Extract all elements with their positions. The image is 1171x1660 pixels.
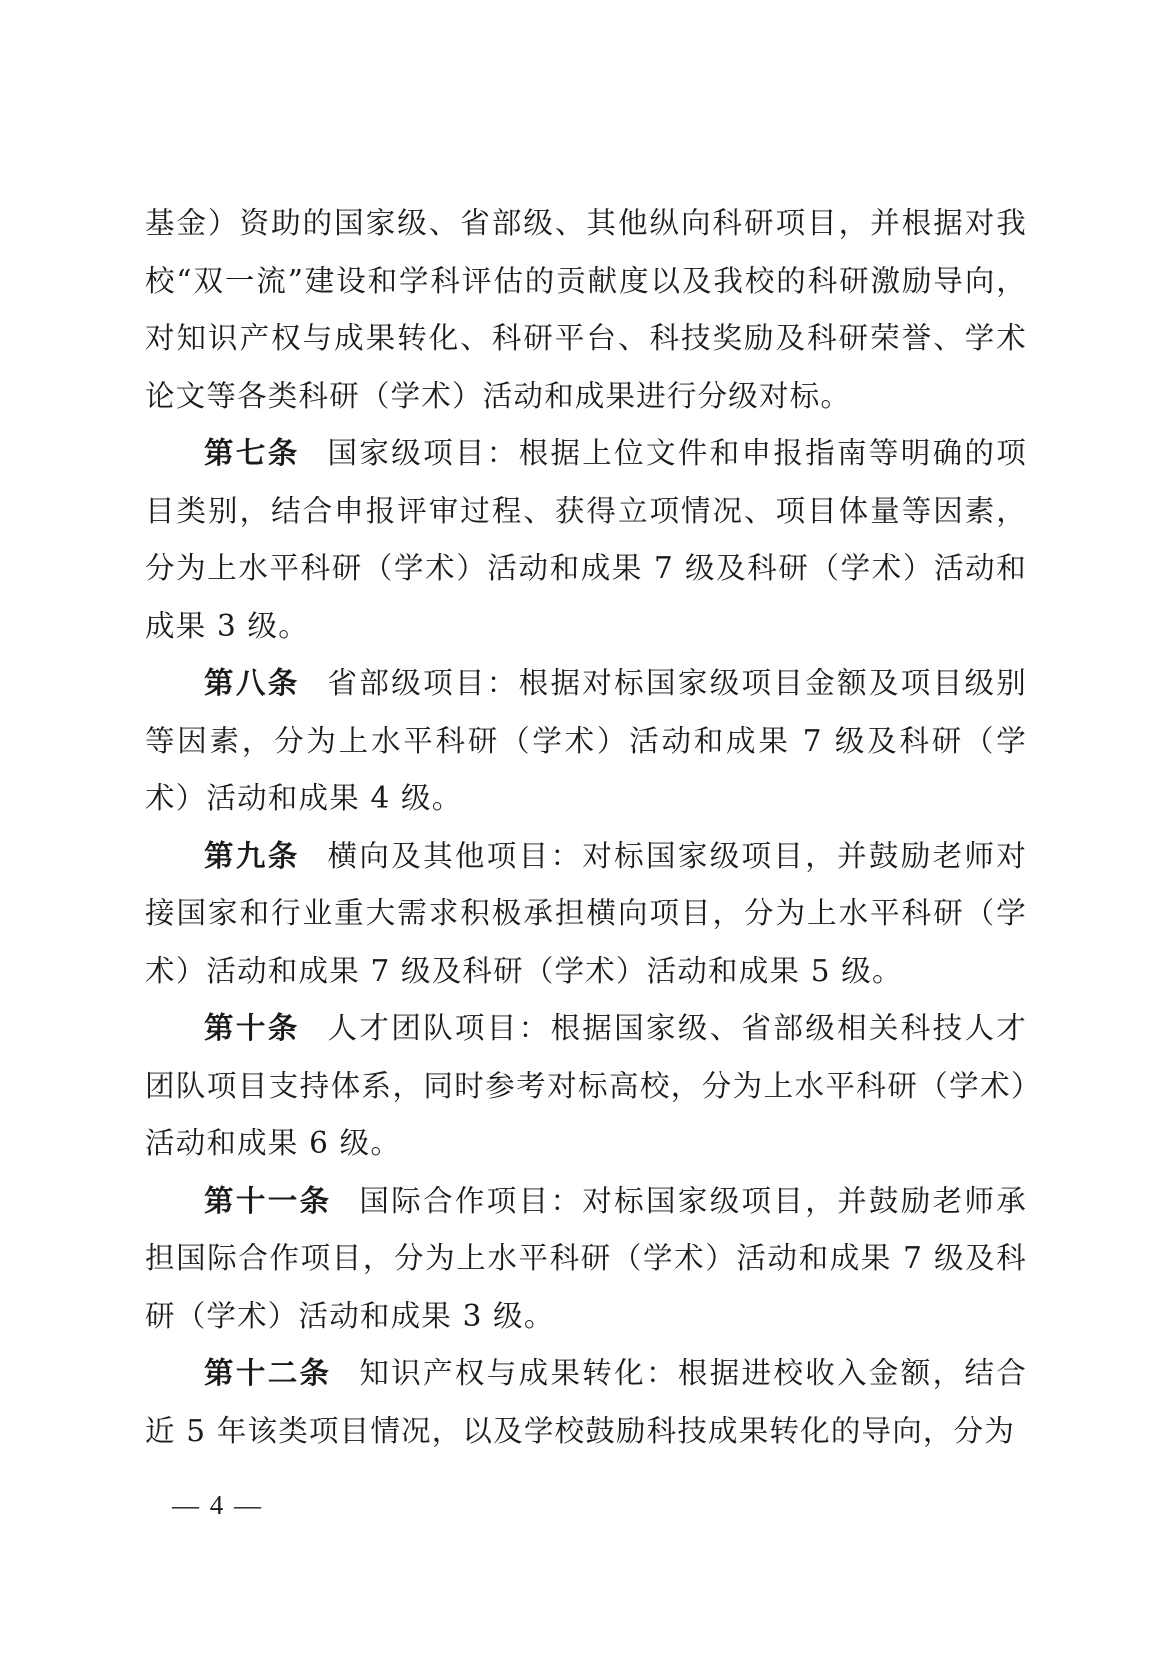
paragraph-text: 横向及其他项目：对标国家级项目，并鼓励老师对接国家和行业重大需求积极承担横向项目，分为上水平科研（学术）活动和成果 7 级及科研（学术）活动和成果 5 级。 — [145, 838, 1027, 988]
article-8 — [145, 655, 1027, 828]
article-heading: 第十一条 — [204, 1183, 332, 1218]
article-heading: 第八条 — [204, 666, 300, 700]
article-heading: 第十条 — [204, 1011, 300, 1045]
paragraph-text: 知识产权与成果转化：根据进校收入金额，结合近 5 年该类项目情况，以及学校鼓励科技成果转化的导向，分为 — [145, 1356, 1027, 1448]
article-9 — [145, 828, 1027, 1001]
document-body — [145, 195, 1027, 1460]
article-11 — [145, 1173, 1027, 1346]
paragraph-text: 省部级项目：根据对标国家级项目金额及项目级别等因素，分为上水平科研（学术）活动和成果 7 级及科研（学术）活动和成果 4 级。 — [145, 666, 1027, 815]
article-10 — [145, 1000, 1027, 1173]
article-12 — [145, 1345, 1027, 1460]
page-number: — 4 — — [172, 1490, 263, 1520]
paragraph-text: 国家级项目：根据上位文件和申报指南等明确的项目类别，结合申报评审过程、获得立项情况、项目体量等因素，分为上水平科研（学术）活动和成果 7 级及科研（学术）活动和成果 3 级。 — [145, 436, 1027, 643]
paragraph-text: 国际合作项目：对标国家级项目，并鼓励老师承担国际合作项目，分为上水平科研（学术）活动和成果 7 级及科研（学术）活动和成果 3 级。 — [145, 1183, 1027, 1333]
paragraph-text: 人才团队项目：根据国家级、省部级相关科技人才团队项目支持体系，同时参考对标高校，分为上水平科研（学术）活动和成果 6 级。 — [145, 1011, 1027, 1160]
article-heading: 第十二条 — [204, 1356, 332, 1390]
paragraph-continuation — [145, 195, 1027, 425]
paragraph-text: 基金）资助的国家级、省部级、其他纵向科研项目，并根据对我校“双一流”建设和学科评估的贡献度以及我校的科研激励导向，对知识产权与成果转化、科研平台、科技奖励及科研荣誉、学术论文等各类科研（学术）活动和成果进行分级对标。 — [145, 206, 1027, 413]
article-heading: 第九条 — [204, 838, 300, 873]
article-7 — [145, 425, 1027, 655]
article-heading: 第七条 — [204, 436, 300, 470]
